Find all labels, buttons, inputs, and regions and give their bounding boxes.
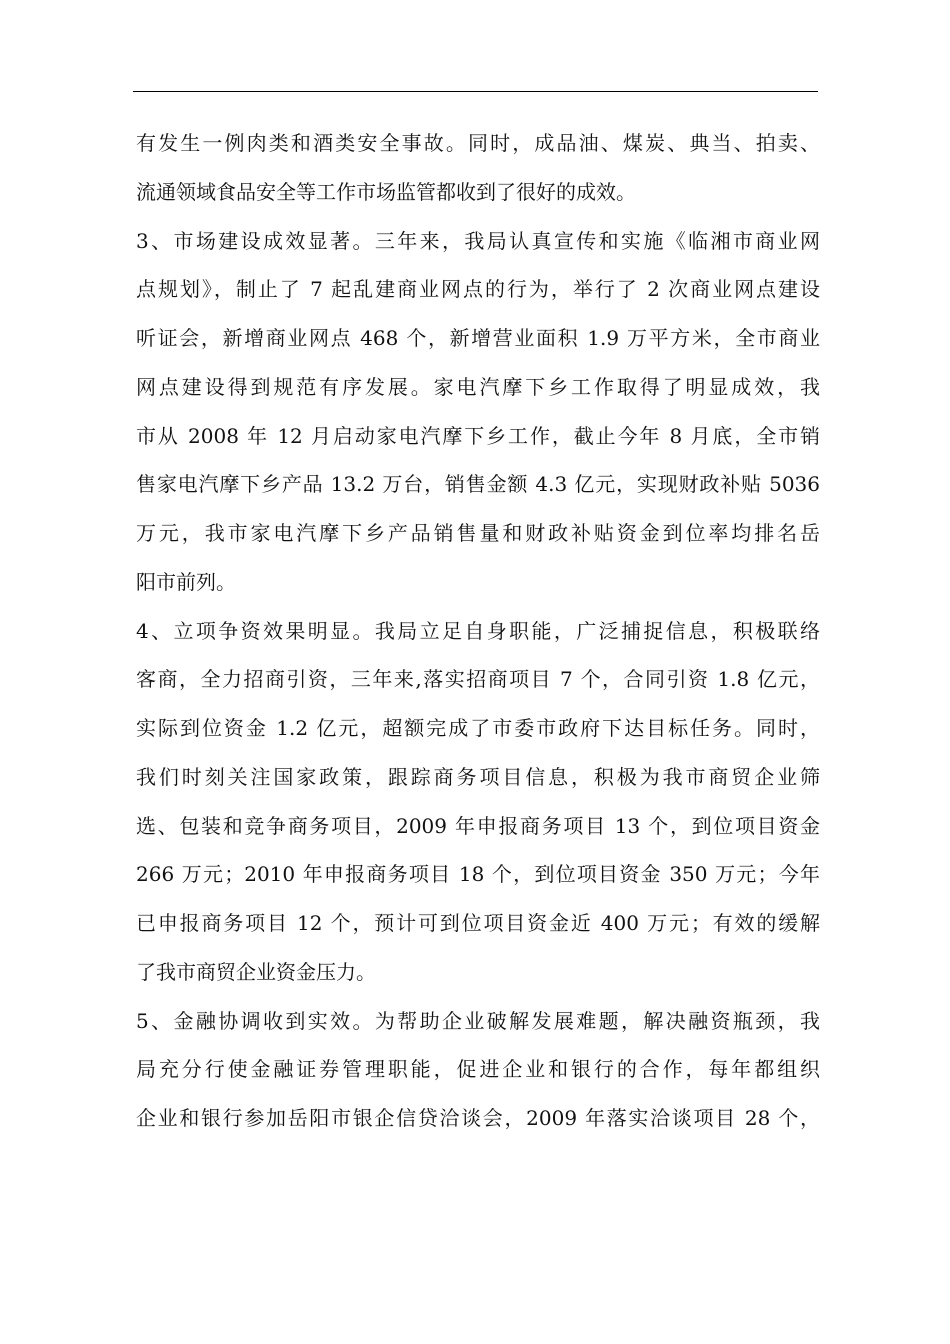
text-line: 点规划》，制止了 7 起乱建商业网点的行为，举行了 2 次商业网点建设 — [136, 277, 820, 302]
text-line: 5、金融协调收到实效。为帮助企业破解发展难题，解决融资瓶颈，我 — [136, 1008, 820, 1033]
text-line: 流通领域食品安全等工作市场监管都收到了很好的成效。 — [136, 179, 636, 204]
body-text — [136, 119, 820, 1143]
text-line: 听证会，新增商业网点 468 个，新增营业面积 1.9 万平方米，全市商业 — [136, 326, 820, 350]
text-line: 网点建设得到规范有序发展。家电汽摩下乡工作取得了明显成效，我 — [136, 374, 820, 399]
text-line: 企业和银行参加岳阳市银企信贷洽谈会，2009 年落实洽谈项目 28 个， — [136, 1106, 820, 1130]
text-line: 局充分行使金融证券管理职能，促进企业和银行的合作，每年都组织 — [136, 1057, 820, 1082]
text-line: 已申报商务项目 12 个，预计可到位项目资金近 400 万元；有效的缓解 — [136, 911, 820, 935]
text-line: 客商，全力招商引资，三年来,落实招商项目 7 个，合同引资 1.8 亿元， — [136, 667, 820, 692]
text-line: 4、立项争资效果明显。我局立足自身职能，广泛捕捉信息，积极联络 — [136, 618, 820, 643]
text-line: 3、市场建设成效显著。三年来，我局认真宣传和实施《临湘市商业网 — [136, 228, 820, 253]
text-line: 有发生一例肉类和酒类安全事故。同时，成品油、煤炭、典当、拍卖、 — [136, 131, 820, 155]
text-line: 阳市前列。 — [136, 569, 236, 594]
text-line: 实际到位资金 1.2 亿元，超额完成了市委市政府下达目标任务。同时， — [136, 716, 820, 740]
text-line: 售家电汽摩下乡产品 13.2 万台，销售金额 4.3 亿元，实现财政补贴 5036 — [136, 472, 820, 497]
text-line: 市从 2008 年 12 月启动家电汽摩下乡工作，截止今年 8 月底，全市销 — [136, 423, 820, 448]
text-line: 万元，我市家电汽摩下乡产品销售量和财政补贴资金到位率均排名岳 — [136, 521, 820, 545]
text-line: 我们时刻关注国家政策，跟踪商务项目信息，积极为我市商贸企业筛 — [136, 764, 820, 789]
text-line: 选、包装和竞争商务项目，2009 年申报商务项目 13 个，到位项目资金 — [136, 813, 820, 838]
header-rule — [133, 91, 818, 92]
text-line: 266 万元；2010 年申报商务项目 18 个，到位项目资金 350 万元；今年 — [136, 862, 820, 887]
text-line: 了我市商贸企业资金压力。 — [136, 959, 376, 984]
